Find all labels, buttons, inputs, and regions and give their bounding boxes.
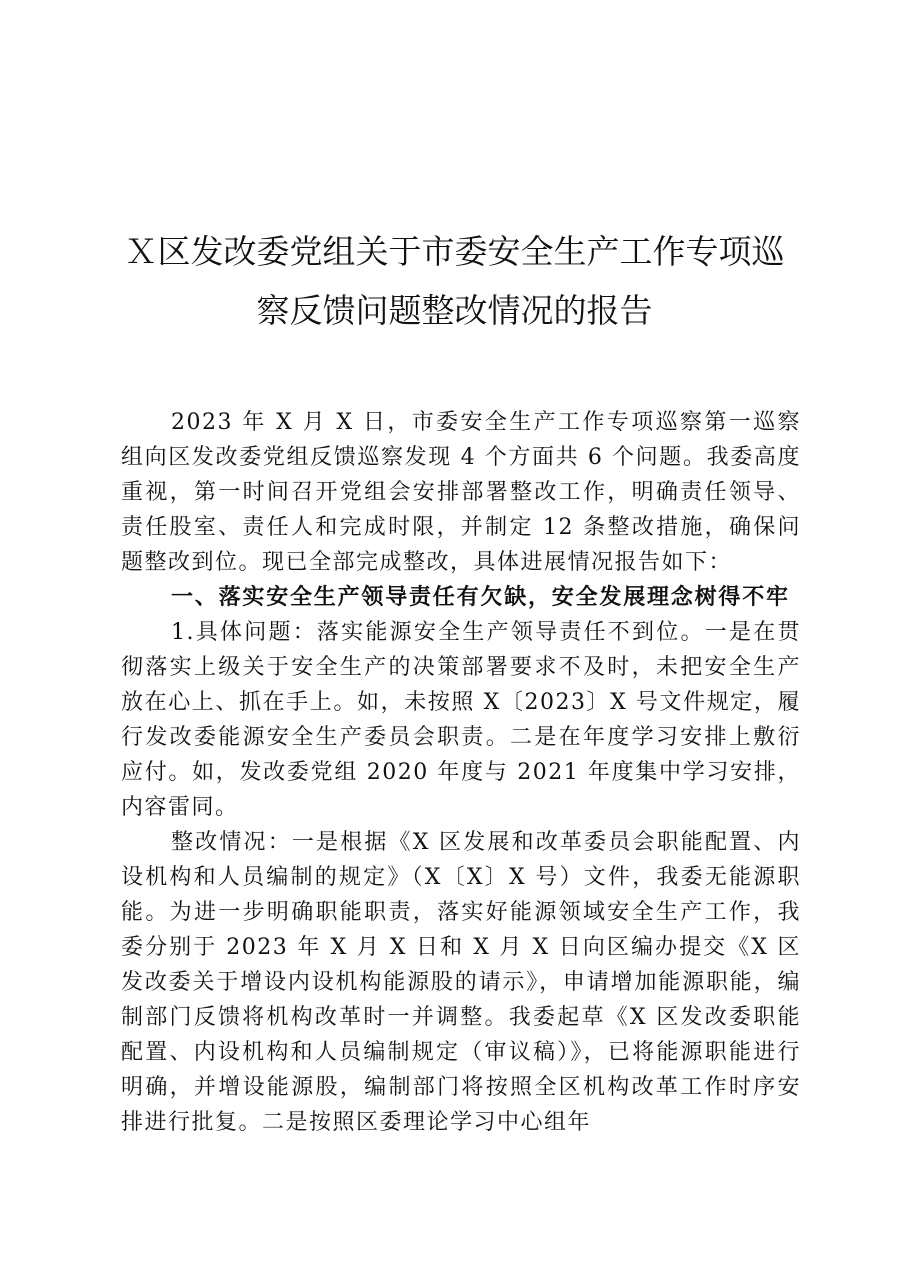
document-title <box>110 222 799 340</box>
problem-paragraph: 1.具体问题：落实能源安全生产领导责任不到位。一是在贯彻落实上级关于安全生产的决策部署要求不及时，未把安全生产放在心上、抓在手上。如，未按照 X〔2023〕X 号文件规定，履行发改委能源安全生产委员会职责。二是在年度学习安排上敷衍应付。如，发改委党组 2020 年度与 2021 年度集中学习安排，内容雷同。 <box>121 620 801 820</box>
rectification-paragraph: 整改情况：一是根据《X 区发展和改革委员会职能配置、内设机构和人员编制的规定》（X〔X〕X 号）文件，我委无能源职能。为进一步明确职能职责，落实好能源领域安全生产工作，我委分别于 2023 年 X 月 X 日和 X 月 X 日向区编办提交《X 区发改委关于增设内设机构能源股的请示》，申请增加能源职能，编制部门反馈将机构改革时一并调整。我委起草《X 区发改委职能配置、内设机构和人员编制规定（审议稿）》，已将能源职能进行明确，并增设能源股，编制部门将按照全区机构改革工作时序安排进行批复。二是按照区委理论学习中心组年 <box>121 830 801 1135</box>
title-line-2: 察反馈问题整改情况的报告 <box>256 291 653 330</box>
title-line-1: Ｘ区发改委党组关于市委安全生产工作专项巡 <box>124 232 785 271</box>
section-heading-1: 一、落实安全生产领导责任有欠缺，安全发展理念树得不牢 <box>171 585 790 610</box>
document-body <box>121 405 801 1140</box>
intro-paragraph: 2023 年 X 月 X 日，市委安全生产工作专项巡察第一巡察组向区发改委党组反馈巡察发现 4 个方面共 6 个问题。我委高度重视，第一时间召开党组会安排部署整改工作，明确责任领导、责任股室、责任人和完成时限，并制定 12 条整改措施，确保问题整改到位。现已全部完成整改，具体进展情况报告如下： <box>121 410 801 575</box>
